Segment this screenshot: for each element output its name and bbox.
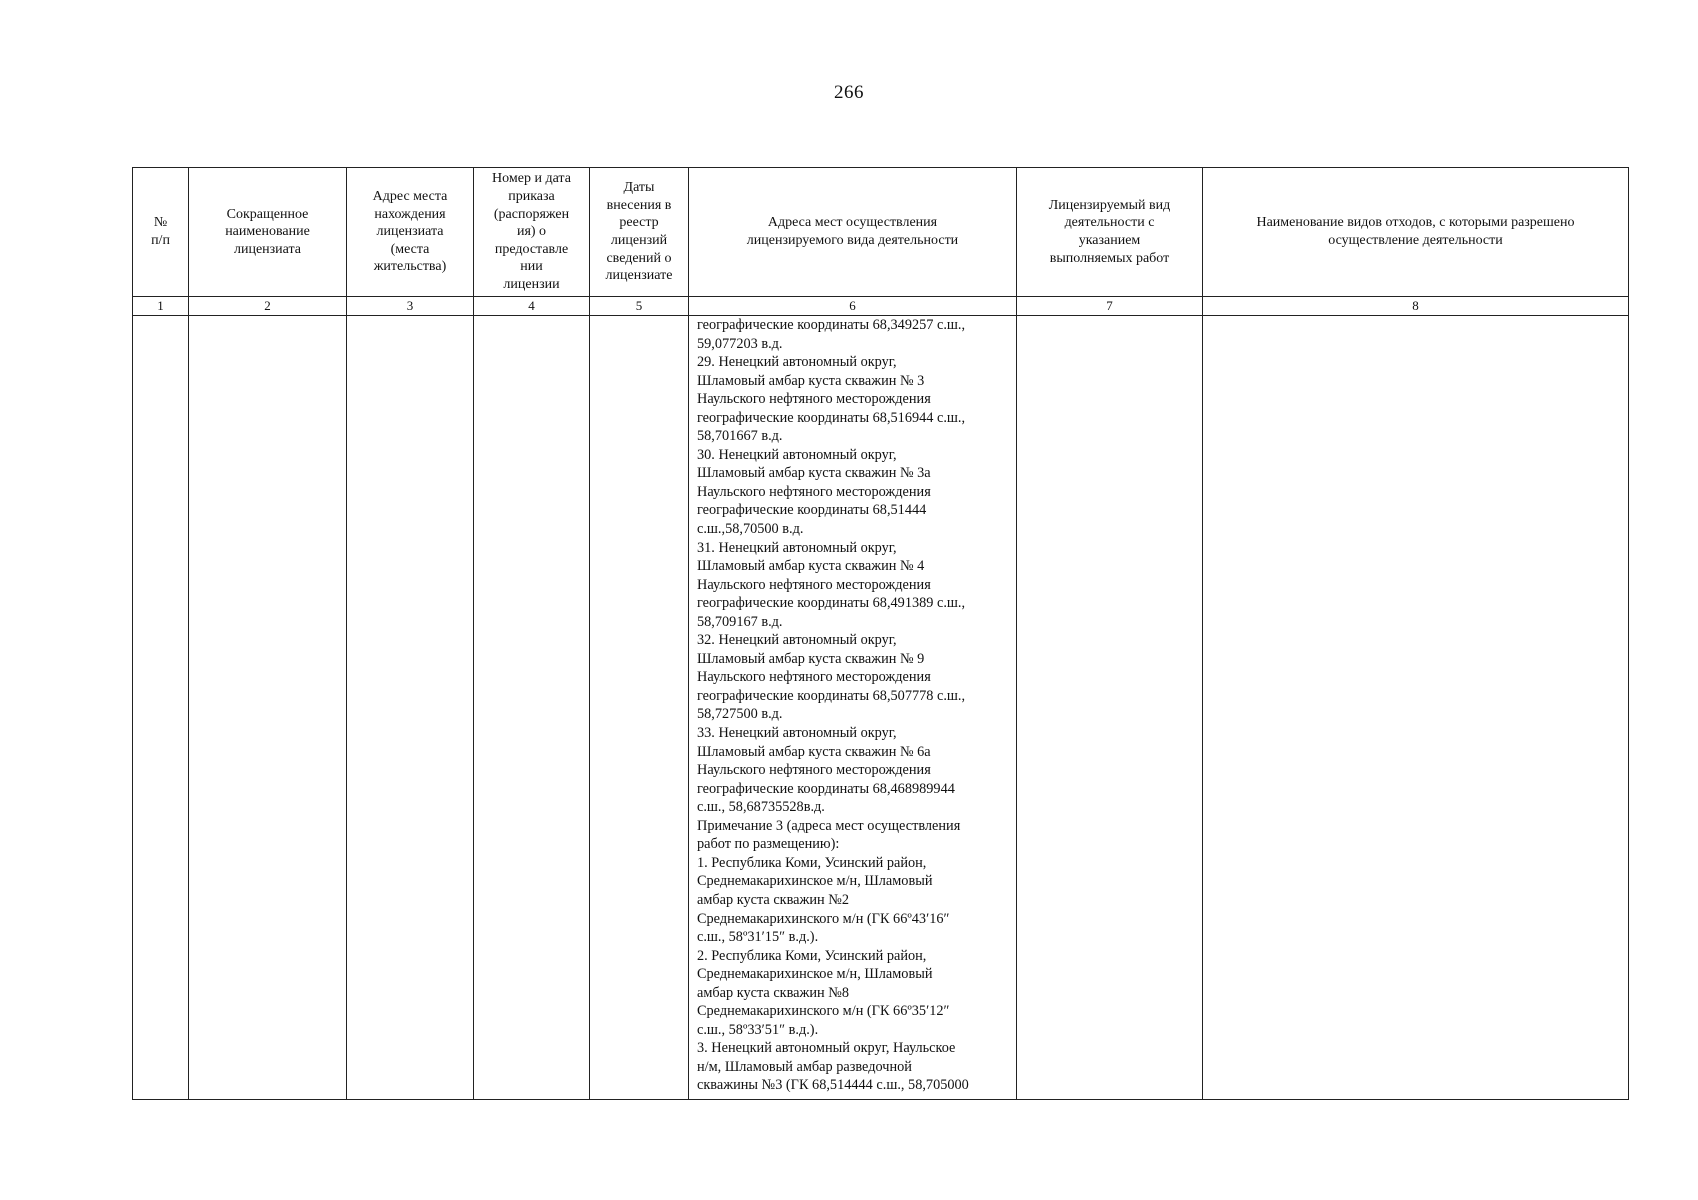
activity-addresses-cell — [689, 316, 1017, 1100]
page-number: 266 — [834, 82, 864, 103]
header-text-line: осуществление деятельности — [1328, 233, 1503, 248]
header-cell — [590, 168, 689, 297]
column-number-cell: 2 — [189, 297, 347, 316]
address-line: с.ш.,58,70500 в.д. — [697, 521, 804, 538]
header-cell — [1203, 168, 1629, 297]
header-text-line: лицензиата — [233, 241, 302, 257]
address-line: Примечание 3 (адреса мест осуществления — [697, 817, 961, 834]
header-text-line: Сокращенное — [226, 206, 309, 222]
header-text-line: Адреса мест осуществления — [767, 215, 938, 231]
header-text-line: лицензий — [610, 233, 668, 248]
column-number-cell: 8 — [1203, 297, 1629, 316]
header-cell — [347, 168, 474, 297]
row-number-cell — [133, 316, 189, 1100]
address-line: Наульского нефтяного месторождения — [697, 483, 931, 500]
address-line: географические координаты 68,468989944 — [697, 780, 955, 797]
address-line: амбар куста скважин №2 — [697, 891, 850, 908]
address-line: Шламовый амбар куста скважин № 9 — [697, 650, 925, 667]
header-text-line: Номер и дата — [492, 171, 571, 187]
address-line: с.ш., 58º33′51″ в.д.). — [697, 1021, 819, 1038]
address-line: 2. Республика Коми, Усинский район, — [697, 947, 927, 964]
address-line: Шламовый амбар куста скважин № 6а — [697, 743, 931, 760]
header-text-line: лицензируемого вида деятельности — [746, 233, 959, 248]
header-text-line: № — [153, 215, 168, 231]
header-cell — [474, 168, 590, 297]
header-text-line: Даты — [623, 180, 655, 196]
address-line: географические координаты 68,507778 с.ш., — [697, 687, 966, 704]
column-number-row — [133, 297, 1629, 316]
address-line: н/м, Шламовый амбар разведочной — [697, 1058, 912, 1075]
activity-address-list — [689, 316, 1016, 1095]
address-line: 59,077203 в.д. — [697, 335, 783, 352]
column-number-cell: 3 — [347, 297, 474, 316]
address-line: 33. Ненецкий автономный округ, — [697, 725, 897, 742]
address-line: географические координаты 68,349257 с.ш., — [697, 317, 966, 333]
header-text-line: Наименование видов отходов, с которыми разрешено — [1256, 215, 1575, 231]
address-line: амбар куста скважин №8 — [697, 984, 850, 1001]
address-line: Среднемакарихинского м/н (ГК 66º35′12″ — [697, 1003, 950, 1020]
header-text-line: жительства) — [373, 259, 447, 275]
header-text-line: Лицензируемый вид — [1048, 197, 1171, 213]
address-line: скважины №3 (ГК 68,514444 с.ш., 58,705000 — [697, 1077, 969, 1094]
address-line: 30. Ненецкий автономный округ, — [697, 446, 897, 463]
address-line: 1. Республика Коми, Усинский район, — [697, 854, 927, 871]
address-line: 29. Ненецкий автономный округ, — [697, 354, 897, 371]
header-cell — [689, 168, 1017, 297]
header-cell — [1017, 168, 1203, 297]
address-line: географические координаты 68,491389 с.ш., — [697, 595, 966, 612]
address-line: Шламовый амбар куста скважин № 3 — [697, 372, 925, 389]
header-text-line: лицензии — [503, 276, 560, 292]
header-text-line: приказа — [508, 189, 555, 205]
header-text-line: предоставле — [494, 241, 569, 257]
address-line: 32. Ненецкий автономный округ, — [697, 632, 897, 649]
header-text-line: (места — [390, 241, 430, 257]
header-text-line: (распоряжен — [493, 206, 570, 222]
header-text-line: наименование — [225, 224, 310, 240]
header-text-line: указанием — [1078, 233, 1141, 248]
header-cell — [189, 168, 347, 297]
address-line: 58,709167 в.д. — [697, 613, 783, 630]
address-line: 58,727500 в.д. — [697, 706, 783, 723]
address-line: Наульского нефтяного месторождения — [697, 391, 931, 408]
waste-types-cell — [1203, 316, 1629, 1100]
header-text-line: ия) о — [516, 224, 547, 240]
address-line: Среднемакарихинское м/н, Шламовый — [697, 966, 933, 983]
address-line: Наульского нефтяного месторождения — [697, 762, 931, 779]
registry-dates-cell — [590, 316, 689, 1100]
address-line: 58,701667 в.д. — [697, 428, 783, 445]
column-number-cell: 4 — [474, 297, 590, 316]
address-line: работ по размещению): — [697, 836, 840, 853]
column-number-cell: 1 — [133, 297, 189, 316]
address-line: Шламовый амбар куста скважин № 3а — [697, 465, 931, 482]
address-line: Среднемакарихинское м/н, Шламовый — [697, 873, 933, 890]
licensee-name-cell — [189, 316, 347, 1100]
table-row — [133, 316, 1629, 1100]
address-line: Шламовый амбар куста скважин № 4 — [697, 558, 925, 575]
header-text-line: лицензиате — [605, 268, 673, 284]
license-registry-table — [132, 167, 1629, 1100]
address-line: с.ш., 58º31′15″ в.д.). — [697, 929, 819, 946]
address-line: с.ш., 58,68735528в.д. — [697, 799, 825, 816]
address-line: 3. Ненецкий автономный округ, Наульское — [697, 1040, 956, 1057]
licensee-address-cell — [347, 316, 474, 1100]
address-line: географические координаты 68,51444 — [697, 502, 927, 519]
order-number-date-cell — [474, 316, 590, 1100]
address-line: Среднемакарихинского м/н (ГК 66º43′16″ — [697, 910, 950, 927]
address-line: географические координаты 68,516944 с.ш., — [697, 409, 966, 426]
address-line: Наульского нефтяного месторождения — [697, 669, 931, 686]
header-text-line: сведений о — [606, 250, 672, 266]
column-number-cell: 7 — [1017, 297, 1203, 316]
column-number-cell: 6 — [689, 297, 1017, 316]
licensed-activity-cell — [1017, 316, 1203, 1100]
header-text-line: внесения в — [606, 197, 672, 213]
header-cell — [133, 168, 189, 297]
address-line: 31. Ненецкий автономный округ, — [697, 539, 897, 556]
address-line: Наульского нефтяного месторождения — [697, 576, 931, 593]
header-text-line: выполняемых работ — [1049, 250, 1170, 266]
header-text-line: нии — [520, 259, 543, 275]
header-text-line: деятельности с — [1064, 215, 1155, 231]
header-row — [133, 168, 1629, 297]
header-text-line: лицензиата — [376, 224, 444, 240]
header-text-line: нахождения — [374, 206, 446, 222]
header-text-line: п/п — [151, 233, 170, 248]
header-text-line: реестр — [619, 215, 659, 231]
column-number-cell: 5 — [590, 297, 689, 316]
header-text-line: Адрес места — [372, 189, 448, 205]
